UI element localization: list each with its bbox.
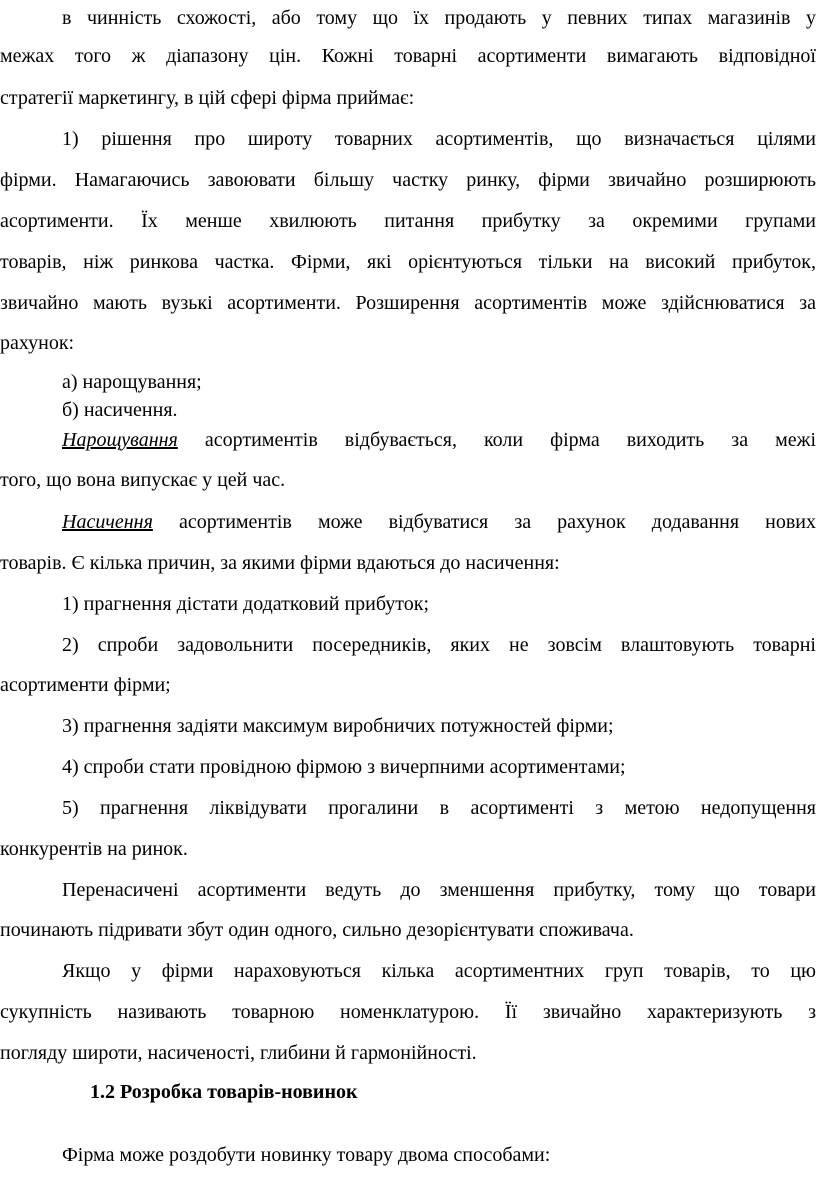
text-line [0,428,816,452]
section-heading: 1.2 Розробка товарів-новинок [90,1081,358,1103]
text-span: асортиментів відбувається, коли фірма виходить за межі [177,429,816,451]
text-line: асортименти. Їх менше хвилюють питання прибутку за окремими групами [0,210,816,232]
text-line: погляду широти, насиченості, глибини й гармонійності. [0,1042,477,1064]
text-line: звичайно мають вузькі асортименти. Розширення асортиментів може здійснюватися за [0,292,816,314]
list-item: 2) спроби задовольнити посередників, яких не зовсім влаштовують товарні [62,634,816,656]
text-line: Перенасичені асортименти ведуть до зменшення прибутку, тому що товари [62,879,816,901]
text-line: починають підривати збут один одного, сильно дезорієнтувати споживача. [0,919,634,941]
text-line: межах того ж діапазону цін. Кожні товарні асортименти вимагають відповідної [0,45,816,67]
text-line: товарів. Є кілька причин, за якими фірми вдаються до насичення: [0,552,560,574]
text-line: товарів, ніж ринкова частка. Фірми, які орієнтуються тільки на високий прибуток, [0,251,816,273]
text-line: Якщо у фірми нараховуються кілька асортиментних груп товарів, то цю [62,960,816,982]
text-line: 1) рішення про широту товарних асортиментів, що визначається цілями [62,128,816,150]
text-line: стратегії маркетингу, в цій сфері фірма приймає: [0,87,415,109]
text-line: рахунок: [0,332,75,354]
text-line: в чинність схожості, або тому що їх продають у певних типах магазинів у [62,7,816,29]
list-item: 3) прагнення задіяти максимум виробничих потужностей фірми; [62,715,614,737]
text-line: того, що вона випускає у цей час. [0,469,286,491]
text-line: конкурентів на ринок. [0,838,188,860]
text-span: асортиментів може відбуватися за рахунок додавання нових [152,511,816,533]
list-item: б) насичення. [62,399,178,421]
text-line: сукупність називають товарною номенклатурою. Її звичайно характеризують з [0,1001,816,1023]
term-nasychennia: Насичення [62,511,153,533]
list-item: 4) спроби стати провідною фірмою з вичерпними асортиментами; [62,756,626,778]
list-item: 5) прагнення ліквідувати прогалини в асортименті з метою недопущення [62,797,816,819]
list-item: а) нарощування; [62,371,202,393]
term-naroshchuvannia: Нарощування [62,429,178,451]
text-line [0,510,816,534]
text-line: Фірма може роздобути новинку товару двома способами: [62,1144,551,1166]
list-item: 1) прагнення дістати додатковий прибуток; [62,593,430,615]
text-line: фірми. Намагаючись завоювати більшу частку ринку, фірми звичайно розширюють [0,169,816,191]
text-line: асортименти фірми; [0,674,171,696]
